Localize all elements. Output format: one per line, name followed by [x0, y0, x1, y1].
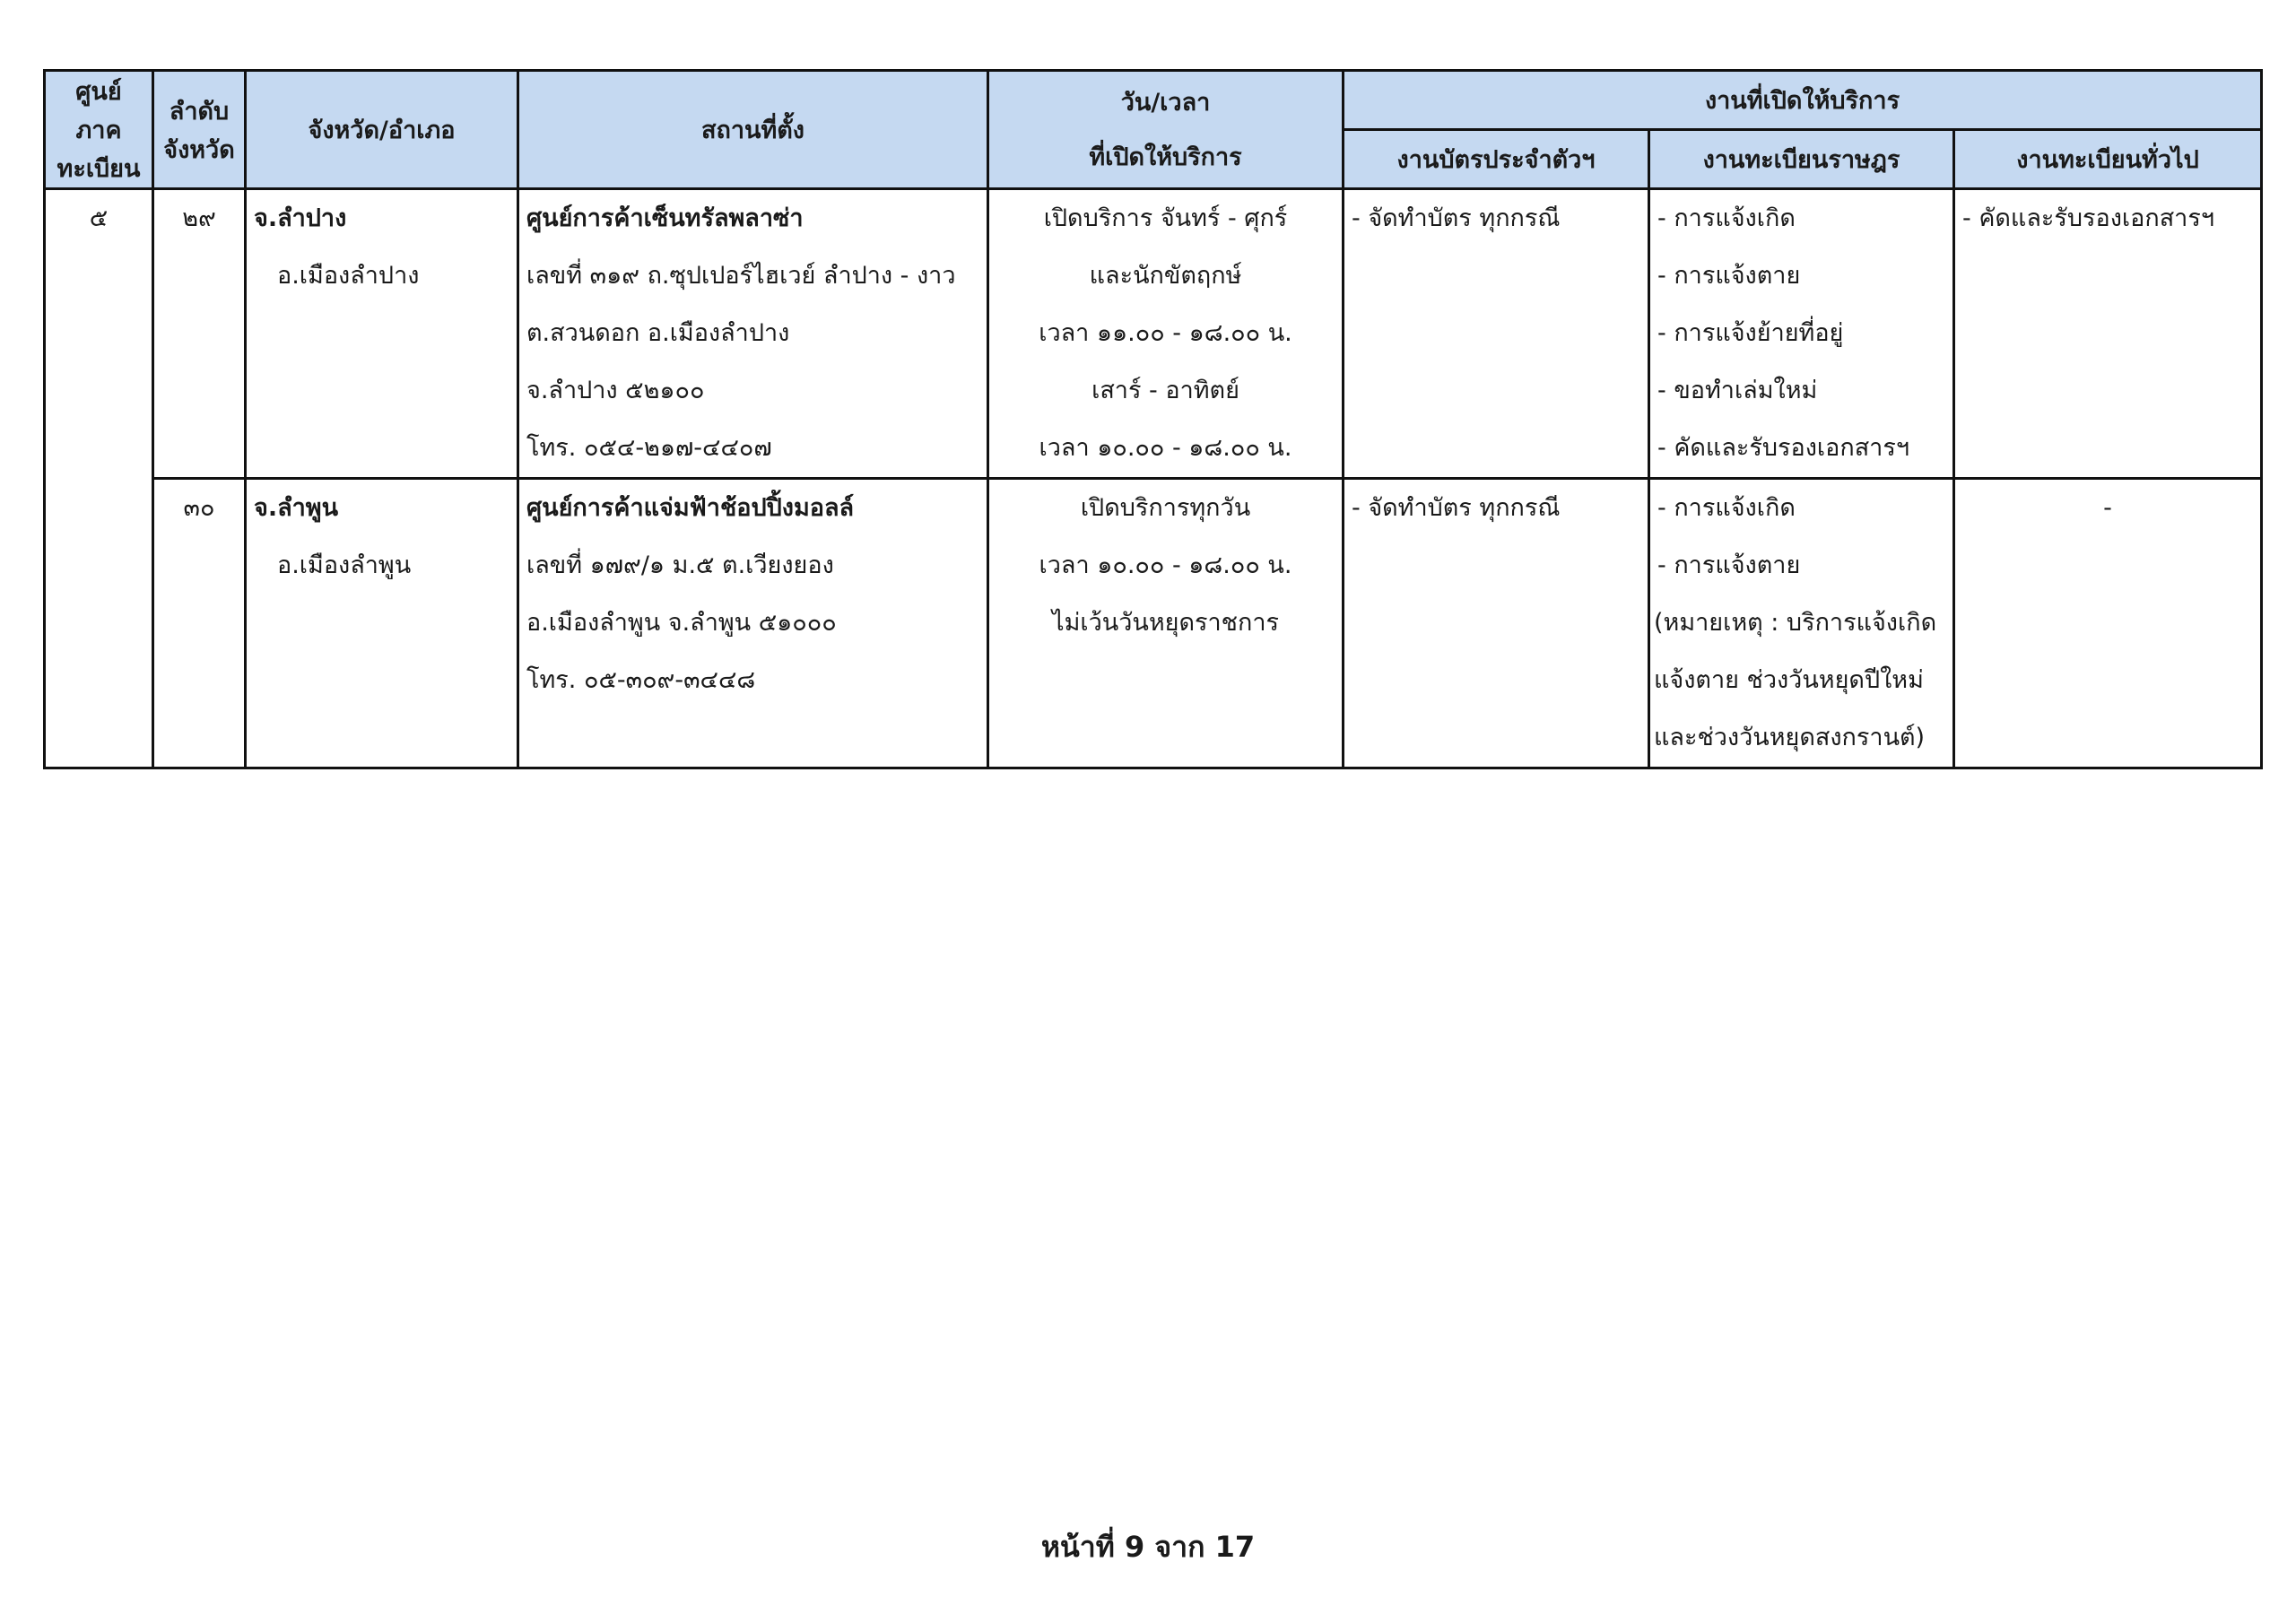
location-cell: [518, 479, 988, 768]
header-service-general: งานทะเบียนทั่วไป: [1954, 130, 2262, 189]
civil-service-item: - คัดและรับรองเอกสารฯ: [1657, 434, 1910, 462]
header-region-line2: ทะเบียน: [57, 155, 141, 183]
header-region: [45, 71, 153, 189]
civil-service-item: - การแจ้งตาย: [1657, 551, 1801, 579]
location-phone: โทร. ๐๕-๓๐๙-๓๔๔๘: [526, 666, 756, 694]
location-phone: โทร. ๐๕๔-๒๑๗-๔๔๐๗: [526, 434, 772, 462]
datetime-line: และนักขัตฤกษ์: [1089, 262, 1242, 290]
header-datetime: [988, 71, 1344, 189]
location-spacer: [526, 709, 979, 767]
district-name: อ.เมืองลำปาง: [277, 262, 420, 290]
id-card-service-item: - จัดทำบัตร ทุกกรณี: [1352, 494, 1561, 522]
page-number: หน้าที่ 9 จาก 17: [1040, 1530, 1256, 1564]
civil-service-note: แจ้งตาย ช่วงวันหยุดปีใหม่: [1654, 666, 1924, 694]
civil-service-note: และช่วงวันหยุดสงกรานต์): [1654, 724, 1926, 751]
civil-service-item: - การแจ้งเกิด: [1657, 204, 1796, 232]
id-card-service-item: - จัดทำบัตร ทุกกรณี: [1352, 204, 1561, 232]
header-order: [153, 71, 246, 189]
datetime-line: เวลา ๑๑.๐๐ - ๑๘.๐๐ น.: [1039, 319, 1292, 347]
general-service-cell: [1954, 479, 2262, 768]
general-service-item: -: [2103, 494, 2112, 522]
header-location: สถานที่ตั้ง: [518, 71, 988, 189]
location-name: ศูนย์การค้าเซ็นทรัลพลาซ่า: [526, 204, 804, 232]
header-row-1: [45, 71, 2262, 130]
header-datetime-line2: ที่เปิดให้บริการ: [1089, 143, 1242, 171]
header-services: งานที่เปิดให้บริการ: [1344, 71, 2262, 130]
header-datetime-line1: วัน/เวลา: [1120, 88, 1211, 117]
datetime-cell: [988, 479, 1344, 768]
location-cell: [518, 189, 988, 479]
location-address-line: เลขที่ ๓๑๙ ถ.ซุปเปอร์ไฮเวย์ ลำปาง - งาว: [526, 262, 956, 290]
civil-service-item: - การแจ้งย้ายที่อยู่: [1657, 319, 1844, 347]
location-address-line: จ.ลำปาง ๕๒๑๐๐: [526, 377, 705, 404]
id-card-service-cell: [1344, 479, 1649, 768]
order-value: ๒๙: [182, 204, 216, 232]
civil-service-note: (หมายเหตุ : บริการแจ้งเกิด: [1654, 609, 1937, 637]
id-card-service-cell: [1344, 189, 1649, 479]
location-address-line: ต.สวนดอก อ.เมืองลำปาง: [526, 319, 790, 347]
location-address-line: เลขที่ ๑๗๙/๑ ม.๕ ต.เวียงยอง: [526, 551, 834, 579]
header-order-line1: ลำดับ: [169, 97, 230, 126]
header-order-line2: จังหวัด: [163, 135, 235, 164]
order-value: ๓๐: [183, 494, 215, 522]
datetime-line: เวลา ๑๐.๐๐ - ๑๘.๐๐ น.: [1039, 434, 1292, 462]
order-cell: [153, 189, 246, 479]
header-region-line1: ศูนย์ภาค: [75, 78, 122, 144]
datetime-line: ไม่เว้นวันหยุดราชการ: [1052, 609, 1279, 637]
province-name: จ.ลำปาง: [254, 204, 347, 232]
civil-service-item: - การแจ้งตาย: [1657, 262, 1801, 290]
region-cell: [45, 189, 153, 768]
header-province: จังหวัด/อำเภอ: [246, 71, 518, 189]
province-cell: [246, 189, 518, 479]
civil-service-item: - การแจ้งเกิด: [1657, 494, 1796, 522]
table-row: [45, 479, 2262, 768]
datetime-line: เวลา ๑๐.๐๐ - ๑๘.๐๐ น.: [1039, 551, 1292, 579]
district-name: อ.เมืองลำพูน: [277, 551, 412, 579]
table-row: [45, 189, 2262, 479]
province-name: จ.ลำพูน: [254, 494, 339, 522]
header-service-civil: งานทะเบียนราษฎร: [1649, 130, 1954, 189]
datetime-line: เสาร์ - อาทิตย์: [1091, 377, 1239, 404]
datetime-line: เปิดบริการทุกวัน: [1080, 494, 1251, 522]
location-address-line: อ.เมืองลำพูน จ.ลำพูน ๕๑๐๐๐: [526, 609, 837, 637]
header-service-id-card: งานบัตรประจำตัวฯ: [1344, 130, 1649, 189]
location-name: ศูนย์การค้าแจ่มฟ้าช้อปปิ้งมอลล์: [526, 494, 855, 522]
civil-service-cell: [1649, 189, 1954, 479]
datetime-cell: [988, 189, 1344, 479]
region-value: ๕: [89, 204, 109, 232]
civil-service-cell: [1649, 479, 1954, 768]
service-center-table: [43, 69, 2263, 769]
datetime-line: เปิดบริการ จันทร์ - ศุกร์: [1043, 204, 1288, 232]
order-cell: [153, 479, 246, 768]
general-service-cell: [1954, 189, 2262, 479]
province-cell: [246, 479, 518, 768]
general-service-item: - คัดและรับรองเอกสารฯ: [1962, 204, 2215, 232]
civil-service-item: - ขอทำเล่มใหม่: [1657, 377, 1818, 404]
